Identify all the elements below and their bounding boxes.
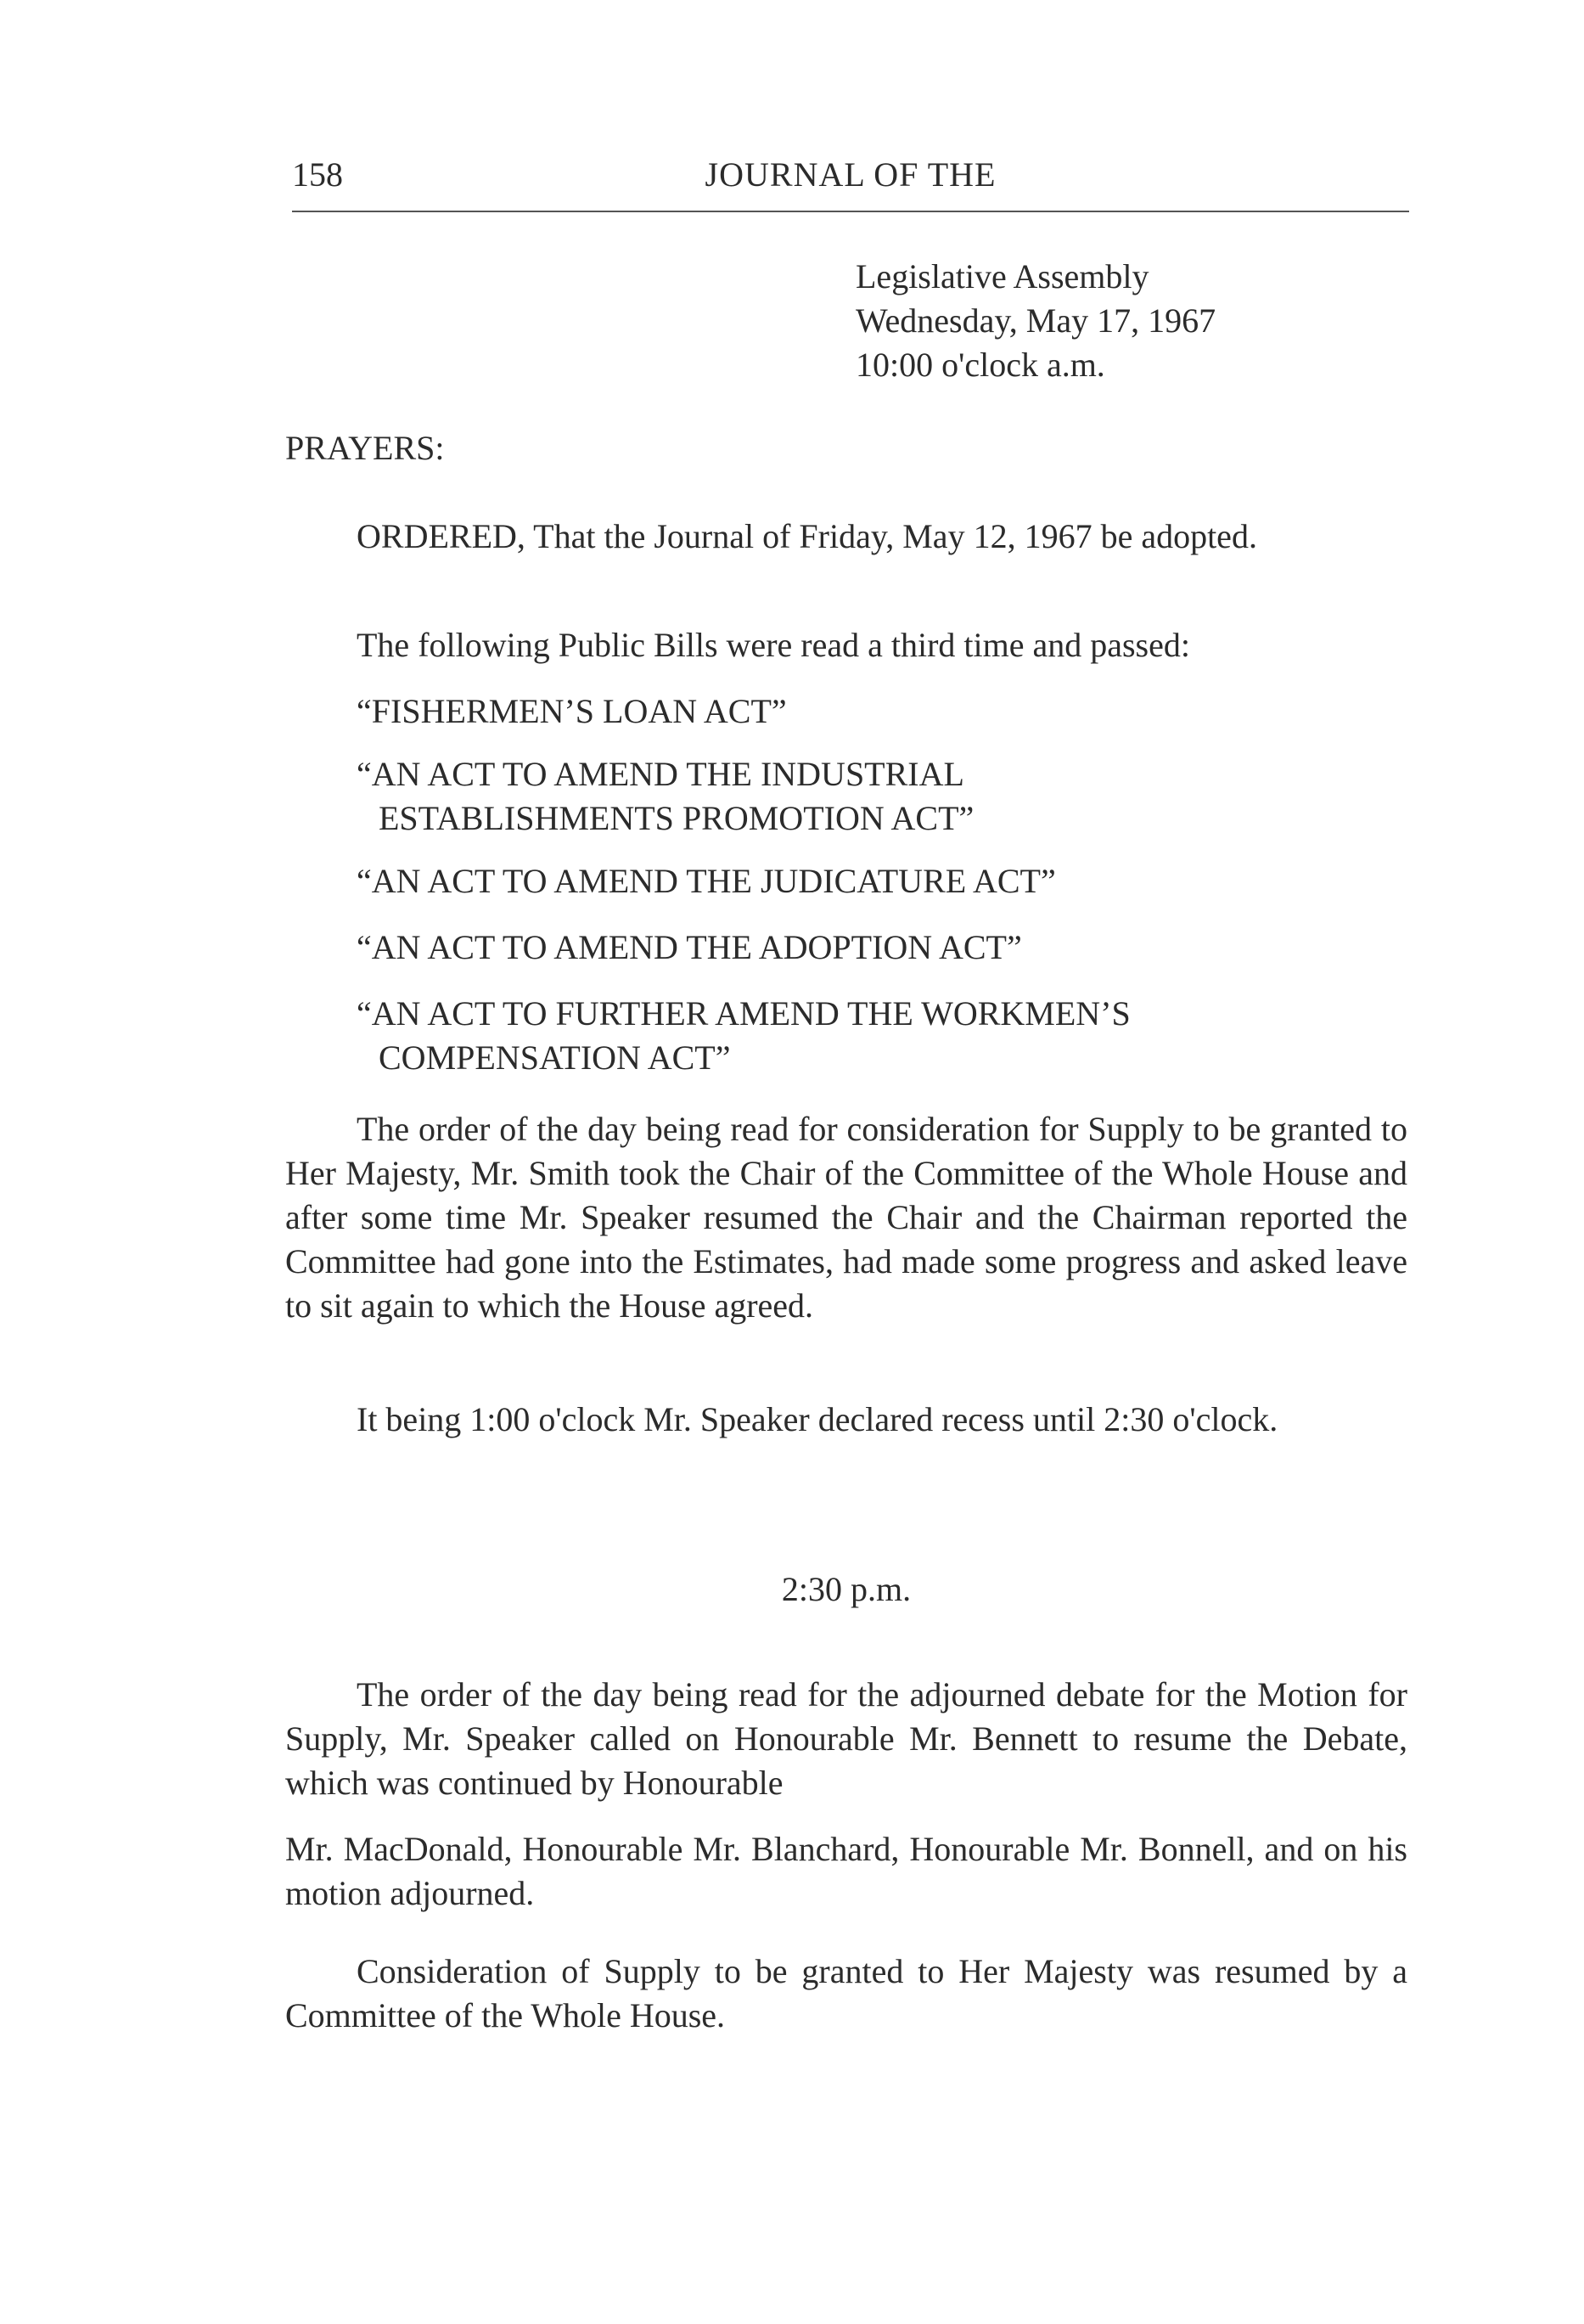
debate-continued-paragraph: Mr. MacDonald, Honourable Mr. Blanchard, Honourable Mr. Bonnell, and on his motion adjourned.: [285, 1830, 1407, 1912]
bill-title-line: “AN ACT TO AMEND THE INDUSTRIAL: [357, 755, 964, 793]
running-head: JOURNAL OF THE: [705, 155, 997, 194]
bill-title-line: “FISHERMEN’S LOAN ACT”: [357, 692, 787, 730]
page-number: 158: [292, 155, 343, 194]
bill-title-line: ESTABLISHMENTS PROMOTION ACT”: [379, 799, 975, 837]
prayers-heading: PRAYERS:: [285, 429, 445, 467]
dateline-assembly: Legislative Assembly: [856, 257, 1149, 295]
bill-title-line: “AN ACT TO FURTHER AMEND THE WORKMEN’S: [357, 994, 1131, 1033]
dateline: [856, 255, 1399, 387]
bill-item: [357, 689, 1409, 734]
bill-title-line: “AN ACT TO AMEND THE JUDICATURE ACT”: [357, 862, 1056, 900]
bills-intro: The following Public Bills were read a third time and passed:: [357, 626, 1190, 664]
page-header: [292, 153, 1409, 200]
consideration-paragraph: Consideration of Supply to be granted to Her Majesty was resumed by a Committee of the Whole House.: [285, 1952, 1407, 2034]
bill-item: [357, 752, 1409, 841]
recess-paragraph: It being 1:00 o'clock Mr. Speaker declared recess until 2:30 o'clock.: [357, 1400, 1278, 1438]
ordered-paragraph: ORDERED, That the Journal of Friday, May 12, 1967 be adopted.: [357, 517, 1257, 555]
afternoon-time: 2:30 p.m.: [781, 1570, 912, 1608]
dateline-date: Wednesday, May 17, 1967: [856, 301, 1216, 340]
dateline-time: 10:00 o'clock a.m.: [856, 346, 1105, 384]
bill-item: [357, 859, 1409, 903]
bill-title-line: COMPENSATION ACT”: [379, 1038, 731, 1077]
bill-title-line: “AN ACT TO AMEND THE ADOPTION ACT”: [357, 928, 1022, 966]
header-rule: [292, 211, 1409, 212]
debate-paragraph: The order of the day being read for the adjourned debate for the Motion for Supply, Mr. Speaker called on Honourable Mr. Bennett to resume the Debate, which was continued by Honourable: [285, 1675, 1407, 1802]
bill-item: [357, 926, 1409, 970]
supply-paragraph: The order of the day being read for consideration for Supply to be granted to Her Majesty, Mr. Smith took the Chair of the Committee of the Whole House and after some time Mr. Speaker resumed the Chair and the Chairman reported the Committee had gone into the Estimates, had made some progress and asked leave to sit again to which the House agreed.: [285, 1110, 1407, 1325]
bill-item: [357, 992, 1409, 1080]
